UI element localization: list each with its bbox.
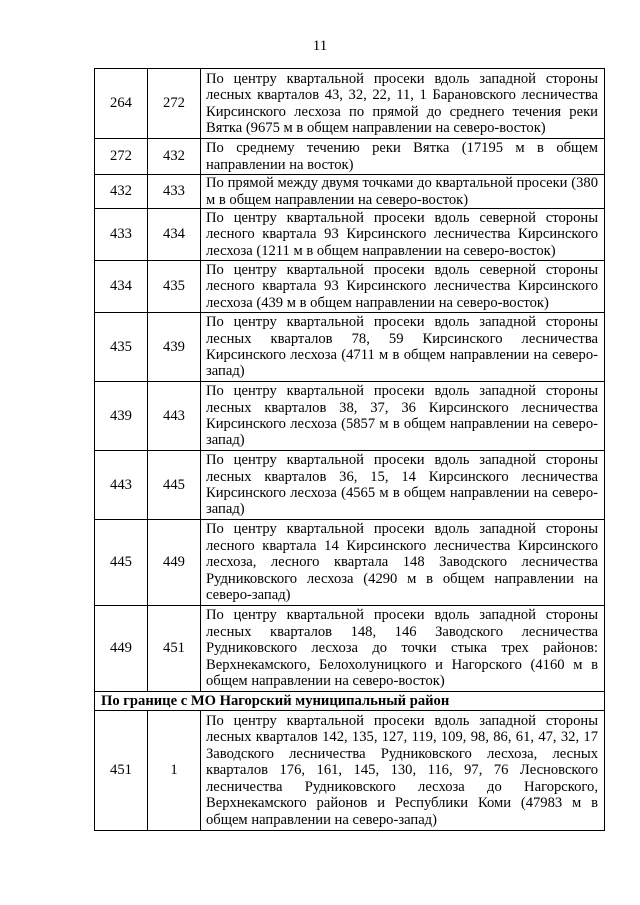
table-row: [95, 261, 605, 313]
to-point: 434: [148, 209, 201, 261]
table-row: [95, 209, 605, 261]
to-point: 435: [148, 261, 201, 313]
table-row: [95, 520, 605, 606]
to-point: 433: [148, 175, 201, 209]
boundary-table: [94, 68, 605, 831]
segment-description: По центру квартальной просеки вдоль западной стороны лесных кварталов 36, 15, 14 Кирсинского лесничества Кирсинского лесхоза (4565 м в общем направлении на северо-запад): [201, 451, 605, 520]
from-point: 435: [95, 313, 148, 382]
section-row: [95, 692, 605, 711]
section-heading: По границе с МО Нагорский муниципальный район: [95, 692, 605, 711]
from-point: 439: [95, 382, 148, 451]
segment-description: По центру квартальной просеки вдоль западной стороны лесных кварталов 78, 59 Кирсинского лесничества Кирсинского лесхоза (4711 м в общем направлении на северо-запад): [201, 313, 605, 382]
from-point: 272: [95, 139, 148, 175]
segment-description: По центру квартальной просеки вдоль западной стороны лесного квартала 14 Кирсинского лесничества Кирсинского лесхоза, лесного квартала 148 Заводского лесничества Рудниковского лесхоза (4290 м в общем направлении на северо-запад): [201, 520, 605, 606]
segment-description: По центру квартальной просеки вдоль западной стороны лесных кварталов 148, 146 Заводского лесничества Рудниковского лесхоза до точки стыка трех районов: Верхнекамского, Белохолуницкого и Нагорского (4160 м в общем направлении на северо-восток): [201, 606, 605, 692]
from-point: 449: [95, 606, 148, 692]
table-row: [95, 382, 605, 451]
from-point: 264: [95, 69, 148, 139]
from-point: 434: [95, 261, 148, 313]
to-point: 432: [148, 139, 201, 175]
from-point: 443: [95, 451, 148, 520]
to-point: 451: [148, 606, 201, 692]
to-point: 1: [148, 711, 201, 831]
segment-description: По среднему течению реки Вятка (17195 м в общем направлении на восток): [201, 139, 605, 175]
segment-description: По центру квартальной просеки вдоль западной стороны лесных кварталов 142, 135, 127, 119, 109, 98, 86, 61, 47, 32, 17 Заводского лесничества Рудниковского лесхоза, лесных кварталов 176, 161, 145, 130, 116, 97, 76 Лесновского лесничества Рудниковского лесхоза до Нагорского, Верхнекамского районов и Республики Коми (47983 м в общем направлении на северо-запад): [201, 711, 605, 831]
from-point: 445: [95, 520, 148, 606]
table-row: [95, 606, 605, 692]
table-row: [95, 313, 605, 382]
segment-description: По центру квартальной просеки вдоль северной стороны лесного квартала 93 Кирсинского лесничества Кирсинского лесхоза (1211 м в общем направлении на северо-восток): [201, 209, 605, 261]
from-point: 451: [95, 711, 148, 831]
table-row: [95, 69, 605, 139]
to-point: 445: [148, 451, 201, 520]
segment-description: По прямой между двумя точками до квартальной просеки (380 м в общем направлении на северо-восток): [201, 175, 605, 209]
table-row: [95, 451, 605, 520]
segment-description: По центру квартальной просеки вдоль северной стороны лесного квартала 93 Кирсинского лесничества Кирсинского лесхоза (439 м в общем направлении на северо-восток): [201, 261, 605, 313]
table-row: [95, 175, 605, 209]
segment-description: По центру квартальной просеки вдоль западной стороны лесных кварталов 43, 32, 22, 11, 1 Барановского лесничества Кирсинского лесхоза по прямой до среднего течения реки Вятка (9675 м в общем направлении на северо-восток): [201, 69, 605, 139]
segment-description: По центру квартальной просеки вдоль западной стороны лесных кварталов 38, 37, 36 Кирсинского лесничества Кирсинского лесхоза (5857 м в общем направлении на северо-запад): [201, 382, 605, 451]
page-number: 11: [312, 38, 328, 54]
to-point: 443: [148, 382, 201, 451]
table-row: [95, 139, 605, 175]
table-row: [95, 711, 605, 831]
to-point: 272: [148, 69, 201, 139]
from-point: 433: [95, 209, 148, 261]
to-point: 439: [148, 313, 201, 382]
to-point: 449: [148, 520, 201, 606]
from-point: 432: [95, 175, 148, 209]
